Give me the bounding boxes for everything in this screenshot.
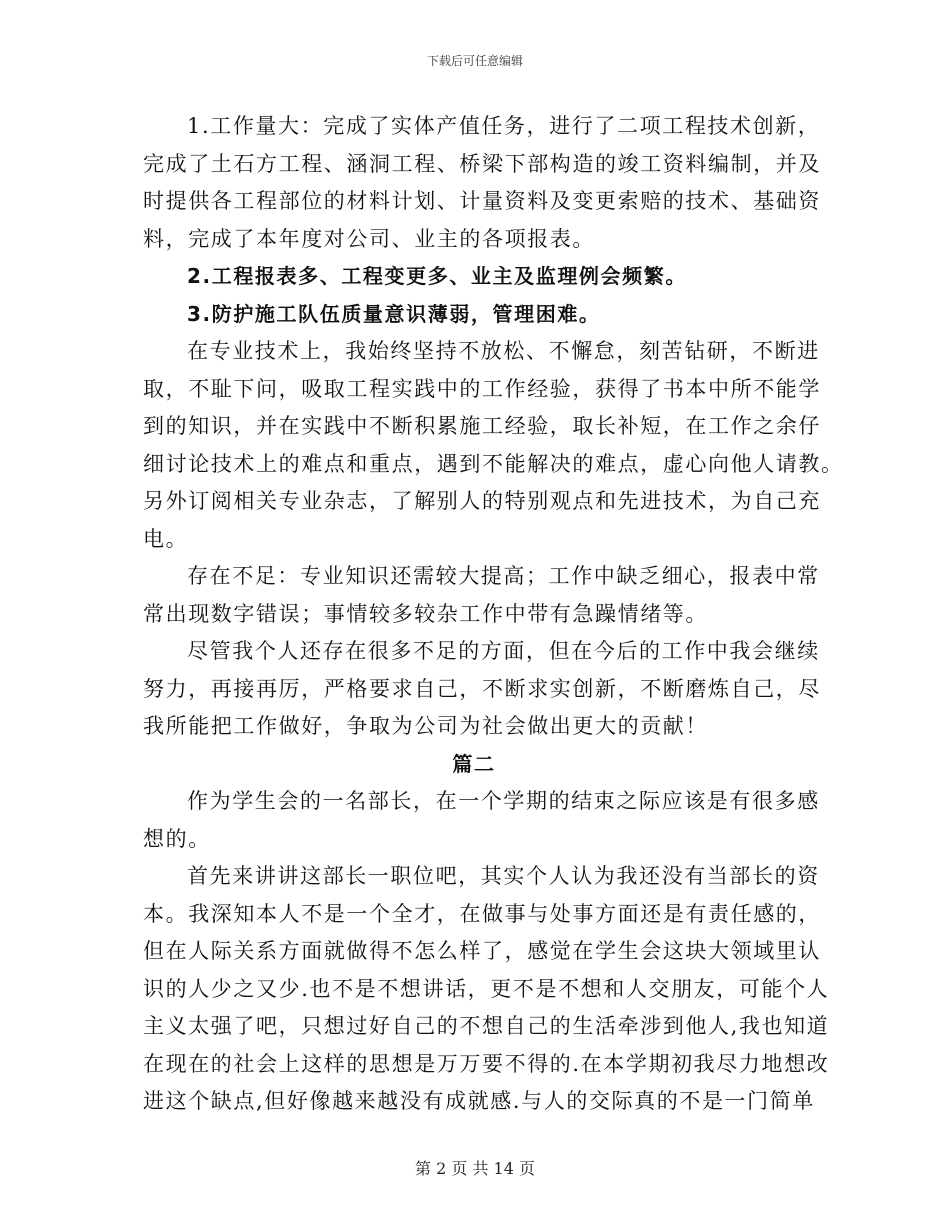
- text-line: 进这个缺点,但好像越来越没有成就感.与人的交际真的不是一门简单: [143, 1089, 815, 1113]
- text-line: 取，不耻下问，吸取工程实践中的工作经验，获得了书本中所不能学: [143, 376, 821, 401]
- text-line: 1.工作量大：完成了实体产值任务，进行了二项工程技术创新，: [187, 114, 821, 138]
- text-line: 在现在的社会上这样的思想是万万要不得的.在本学期初我尽力地想改: [143, 1051, 830, 1076]
- text-line: 主义太强了吧，只想过好自己的不想自己的生活牵涉到他人,我也知道: [143, 1014, 830, 1038]
- document-body: [143, 108, 844, 1121]
- text-line: 时提供各工程部位的材料计划、计量资料及变更索赔的技术、基础资: [143, 189, 821, 213]
- text-line: 想的。: [143, 826, 211, 851]
- text-line: 另外订阅相关专业杂志，了解别人的特别观点和先进技术，为自己充: [143, 489, 821, 513]
- text-line: 识的人少之又少.也不是不想讲话，更不是不想和人交朋友，可能个人: [143, 976, 830, 1001]
- text-line: 在专业技术上，我始终坚持不放松、不懈怠，刻苦钻研，不断进: [187, 339, 820, 363]
- text-line: 首先来讲讲这部长一职位吧，其实个人认为我还没有当部长的资: [187, 864, 820, 888]
- text-line: 作为学生会的一名部长，在一个学期的结束之际应该是有很多感: [187, 789, 820, 813]
- text-line: 2.工程报表多、工程变更多、业主及监理例会频繁。: [187, 264, 687, 288]
- text-line: 尽管我个人还存在很多不足的方面，但在今后的工作中我会继续: [187, 639, 820, 663]
- text-line: 但在人际关系方面就做得不怎么样了，感觉在学生会这块大领域里认: [143, 939, 821, 963]
- text-line: 3.防护施工队伍质量意识薄弱，管理困难。: [187, 301, 601, 326]
- text-line: 电。: [143, 526, 189, 551]
- page-header: 下载后可任意编辑: [426, 54, 523, 68]
- section-heading: 篇二: [452, 751, 496, 776]
- text-line: 本。我深知本人不是一个全才，在做事与处事方面还是有责任感的，: [143, 901, 821, 926]
- text-line: 我所能把工作做好，争取为公司为社会做出更大的贡献！: [143, 714, 708, 738]
- text-line: 努力，再接再厉，严格要求自己，不断求实创新，不断磨炼自己，尽: [143, 676, 821, 701]
- text-line: 细讨论技术上的难点和重点，遇到不能解决的难点，虚心向他人请教。: [143, 451, 844, 476]
- text-line: 存在不足：专业知识还需较大提高；工作中缺乏细心，报表中常: [187, 564, 820, 588]
- text-line: 料，完成了本年度对公司、业主的各项报表。: [143, 226, 595, 251]
- text-line: 到的知识，并在实践中不断积累施工经验，取长补短，在工作之余仔: [143, 414, 821, 438]
- text-line: 完成了土石方工程、涵洞工程、桥梁下部构造的竣工资料编制，并及: [143, 151, 821, 176]
- page-footer: 第 2 页 共 14 页: [415, 1159, 535, 1178]
- text-line: 常出现数字错误；事情较多较杂工作中带有急躁情绪等。: [143, 601, 708, 626]
